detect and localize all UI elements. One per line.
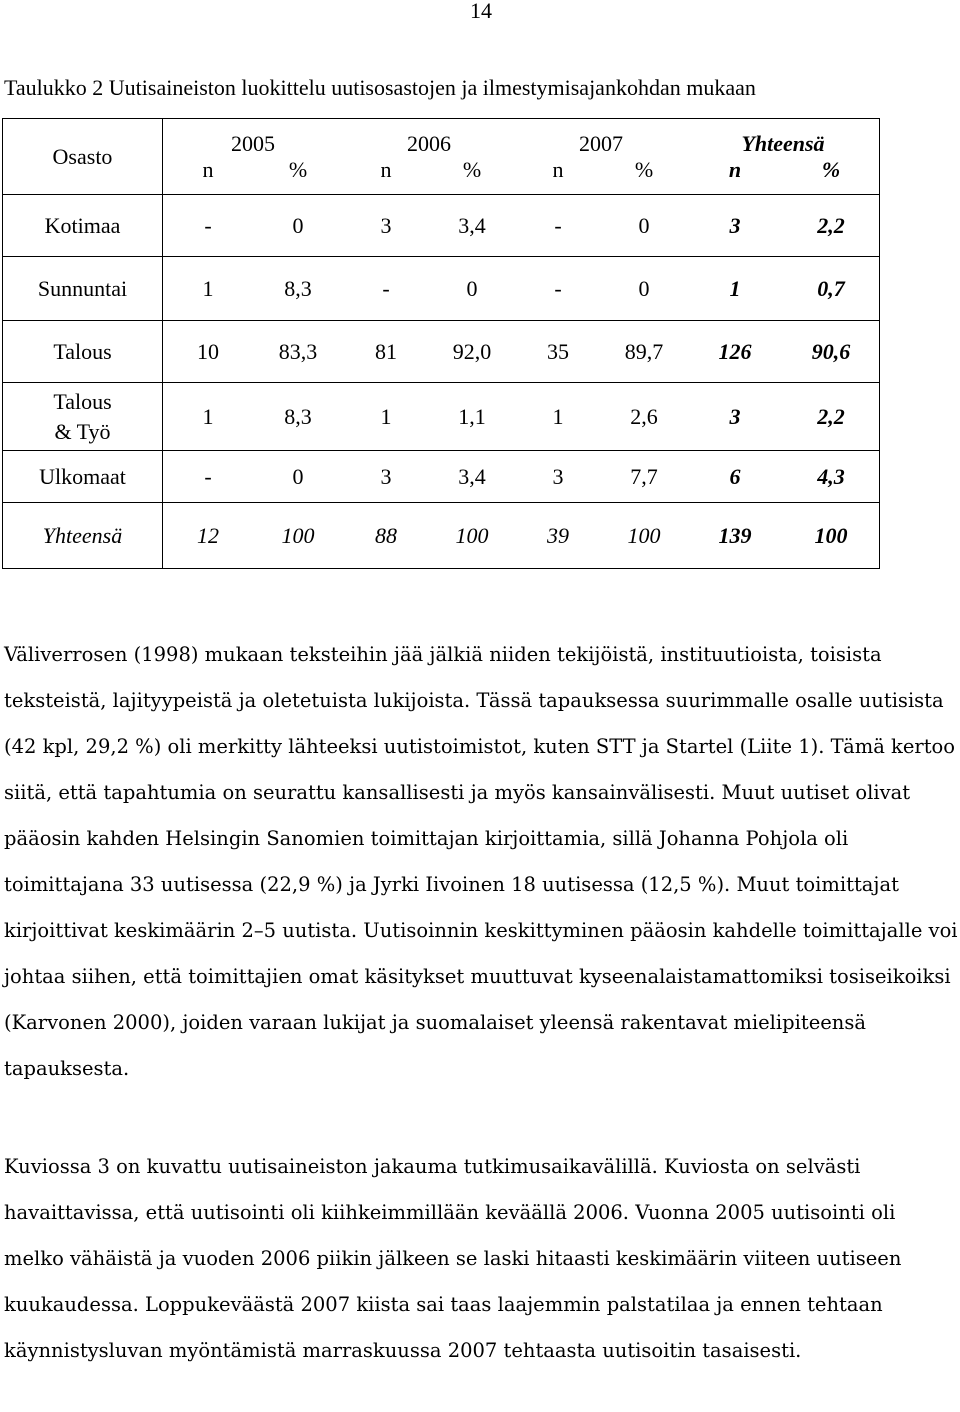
cell-value: 39 (547, 522, 569, 548)
header-sub: % (288, 156, 308, 182)
row-label: Sunnuntai (3, 257, 163, 321)
row-values-cell (163, 503, 880, 569)
cell-value: 1 (202, 403, 214, 429)
header-subheaders (163, 157, 879, 183)
cell-value: 83,3 (278, 338, 318, 364)
cell-value: 0 (292, 463, 304, 489)
cell-value: 89,7 (624, 338, 664, 364)
cell-value: 3,4 (458, 463, 486, 489)
cell-value: 2,2 (817, 403, 845, 429)
cell-value: 0 (466, 275, 478, 301)
row-values-cell (163, 383, 880, 451)
row-label: Yhteensä (3, 503, 163, 569)
cell-value: - (554, 212, 562, 238)
cell-value: 12 (197, 522, 219, 548)
cell-value: 1 (380, 403, 392, 429)
cell-value: 81 (375, 338, 397, 364)
cell-value: 8,3 (284, 403, 312, 429)
header-year-2007: 2007 (579, 130, 623, 156)
cell-value: 3,4 (458, 212, 486, 238)
header-sub: % (634, 156, 654, 182)
cell-value: 100 (455, 522, 489, 548)
cell-value: 90,6 (811, 338, 851, 364)
cell-value: 3 (380, 463, 392, 489)
cell-value: 0,7 (817, 275, 845, 301)
cell-value: 100 (814, 522, 848, 548)
header-year-2005: 2005 (231, 130, 275, 156)
header-sub: % (462, 156, 482, 182)
cell-value: 126 (718, 338, 752, 364)
row-label-line: & Työ (54, 418, 111, 444)
header-sub: n (728, 156, 742, 182)
table-total-row (3, 503, 880, 569)
cell-value: 88 (375, 522, 397, 548)
cell-value: 0 (638, 212, 650, 238)
cell-value: - (382, 275, 390, 301)
cell-value: 2,2 (817, 212, 845, 238)
cell-value: 1,1 (458, 403, 486, 429)
cell-value: 139 (718, 522, 752, 548)
header-sub: n (202, 156, 214, 182)
cell-value: 35 (547, 338, 569, 364)
cell-value: 1 (729, 275, 741, 301)
header-total: Yhteensä (741, 130, 825, 156)
header-sub: n (380, 156, 392, 182)
table-row (3, 257, 880, 321)
cell-value: 1 (202, 275, 214, 301)
cell-value: 1 (552, 403, 564, 429)
header-years (163, 131, 879, 157)
row-values-cell (163, 321, 880, 383)
cell-value: 3 (729, 403, 741, 429)
cell-value: 3 (380, 212, 392, 238)
cell-value: - (204, 463, 212, 489)
cell-value: 4,3 (817, 463, 845, 489)
table-row (3, 451, 880, 503)
header-sub: n (552, 156, 564, 182)
table-row (3, 195, 880, 257)
row-label (3, 383, 163, 451)
cell-value: 0 (638, 275, 650, 301)
header-osasto: Osasto (3, 119, 163, 195)
page-number: 14 (470, 0, 492, 23)
table-header-row (3, 119, 880, 195)
row-label-line: Talous (53, 388, 112, 414)
cell-value: 0 (292, 212, 304, 238)
row-label: Talous (3, 321, 163, 383)
table-row (3, 321, 880, 383)
header-year-2006: 2006 (407, 130, 451, 156)
cell-value: 10 (197, 338, 219, 364)
cell-value: 92,0 (452, 338, 492, 364)
cell-value: 100 (627, 522, 661, 548)
row-label: Kotimaa (3, 195, 163, 257)
row-values-cell (163, 451, 880, 503)
row-values-cell (163, 257, 880, 321)
header-sub: % (821, 156, 841, 182)
data-table (2, 118, 880, 569)
cell-value: 3 (552, 463, 564, 489)
body-paragraph: Väliverrosen (1998) mukaan teksteihin jää jälkiä niiden tekijöistä, instituutioista, toisista teksteistä, lajityypeistä ja oletetuista lukijoista. Tässä tapauksessa suurimmalle osalle uutisista (42 kpl, 29,2 %) oli merkitty lähteeksi uutistoimistot, kuten STT ja Startel (Liite 1). Tämä kertoo siitä, että tapahtumia on seurattu kansallisesti ja myös kansainvälisesti. Muut uutiset olivat pääosin kahden Helsingin Sanomien toimittajan kirjoittamia, sillä Johanna Pohjola oli toimittajana 33 uutisessa (22,9 %) ja Jyrki Iivoinen 18 uutisessa (12,5 %). Muut toimittajat kirjoittivat keskimäärin 2–5 uutista. Uutisoinnin keskittyminen pääosin kahdelle toimittajalle voi johtaa siihen, että toimittajien omat käsitykset muuttuvat kyseenalaistamattomiksi tosiseikoiksi (Karvonen 2000), joiden varaan lukijat ja suomalaiset yleensä rakentavat mielipiteensä tapauksesta. (4, 643, 958, 1080)
table-caption: Taulukko 2 Uutisaineiston luokittelu uutisosastojen ja ilmestymisajankohdan mukaan (4, 75, 756, 100)
cell-value: 3 (729, 212, 741, 238)
table-row (3, 383, 880, 451)
cell-value: 6 (729, 463, 741, 489)
cell-value: 2,6 (630, 403, 658, 429)
cell-value: - (204, 212, 212, 238)
body-paragraph: Kuviossa 3 on kuvattu uutisaineiston jakauma tutkimusaikavälillä. Kuviosta on selvästi havaittavissa, että uutisointi oli kiihkeimmillään keväällä 2006. Vuonna 2005 uutisointi oli melko vähäistä ja vuoden 2006 piikin jälkeen se laski hitaasti keskimäärin viiteen uutiseen kuukaudessa. Loppukeväästä 2007 kiista sai taas laajemmin palstatilaa ja ennen tehtaan käynnistysluvan myöntämistä marraskuussa 2007 tehtaasta uutisoitin tasaisesti. (4, 1155, 902, 1362)
header-years-cell (163, 119, 880, 195)
cell-value: - (554, 275, 562, 301)
row-values-cell (163, 195, 880, 257)
row-label: Ulkomaat (3, 451, 163, 503)
cell-value: 100 (281, 522, 315, 548)
cell-value: 7,7 (630, 463, 658, 489)
cell-value: 8,3 (284, 275, 312, 301)
